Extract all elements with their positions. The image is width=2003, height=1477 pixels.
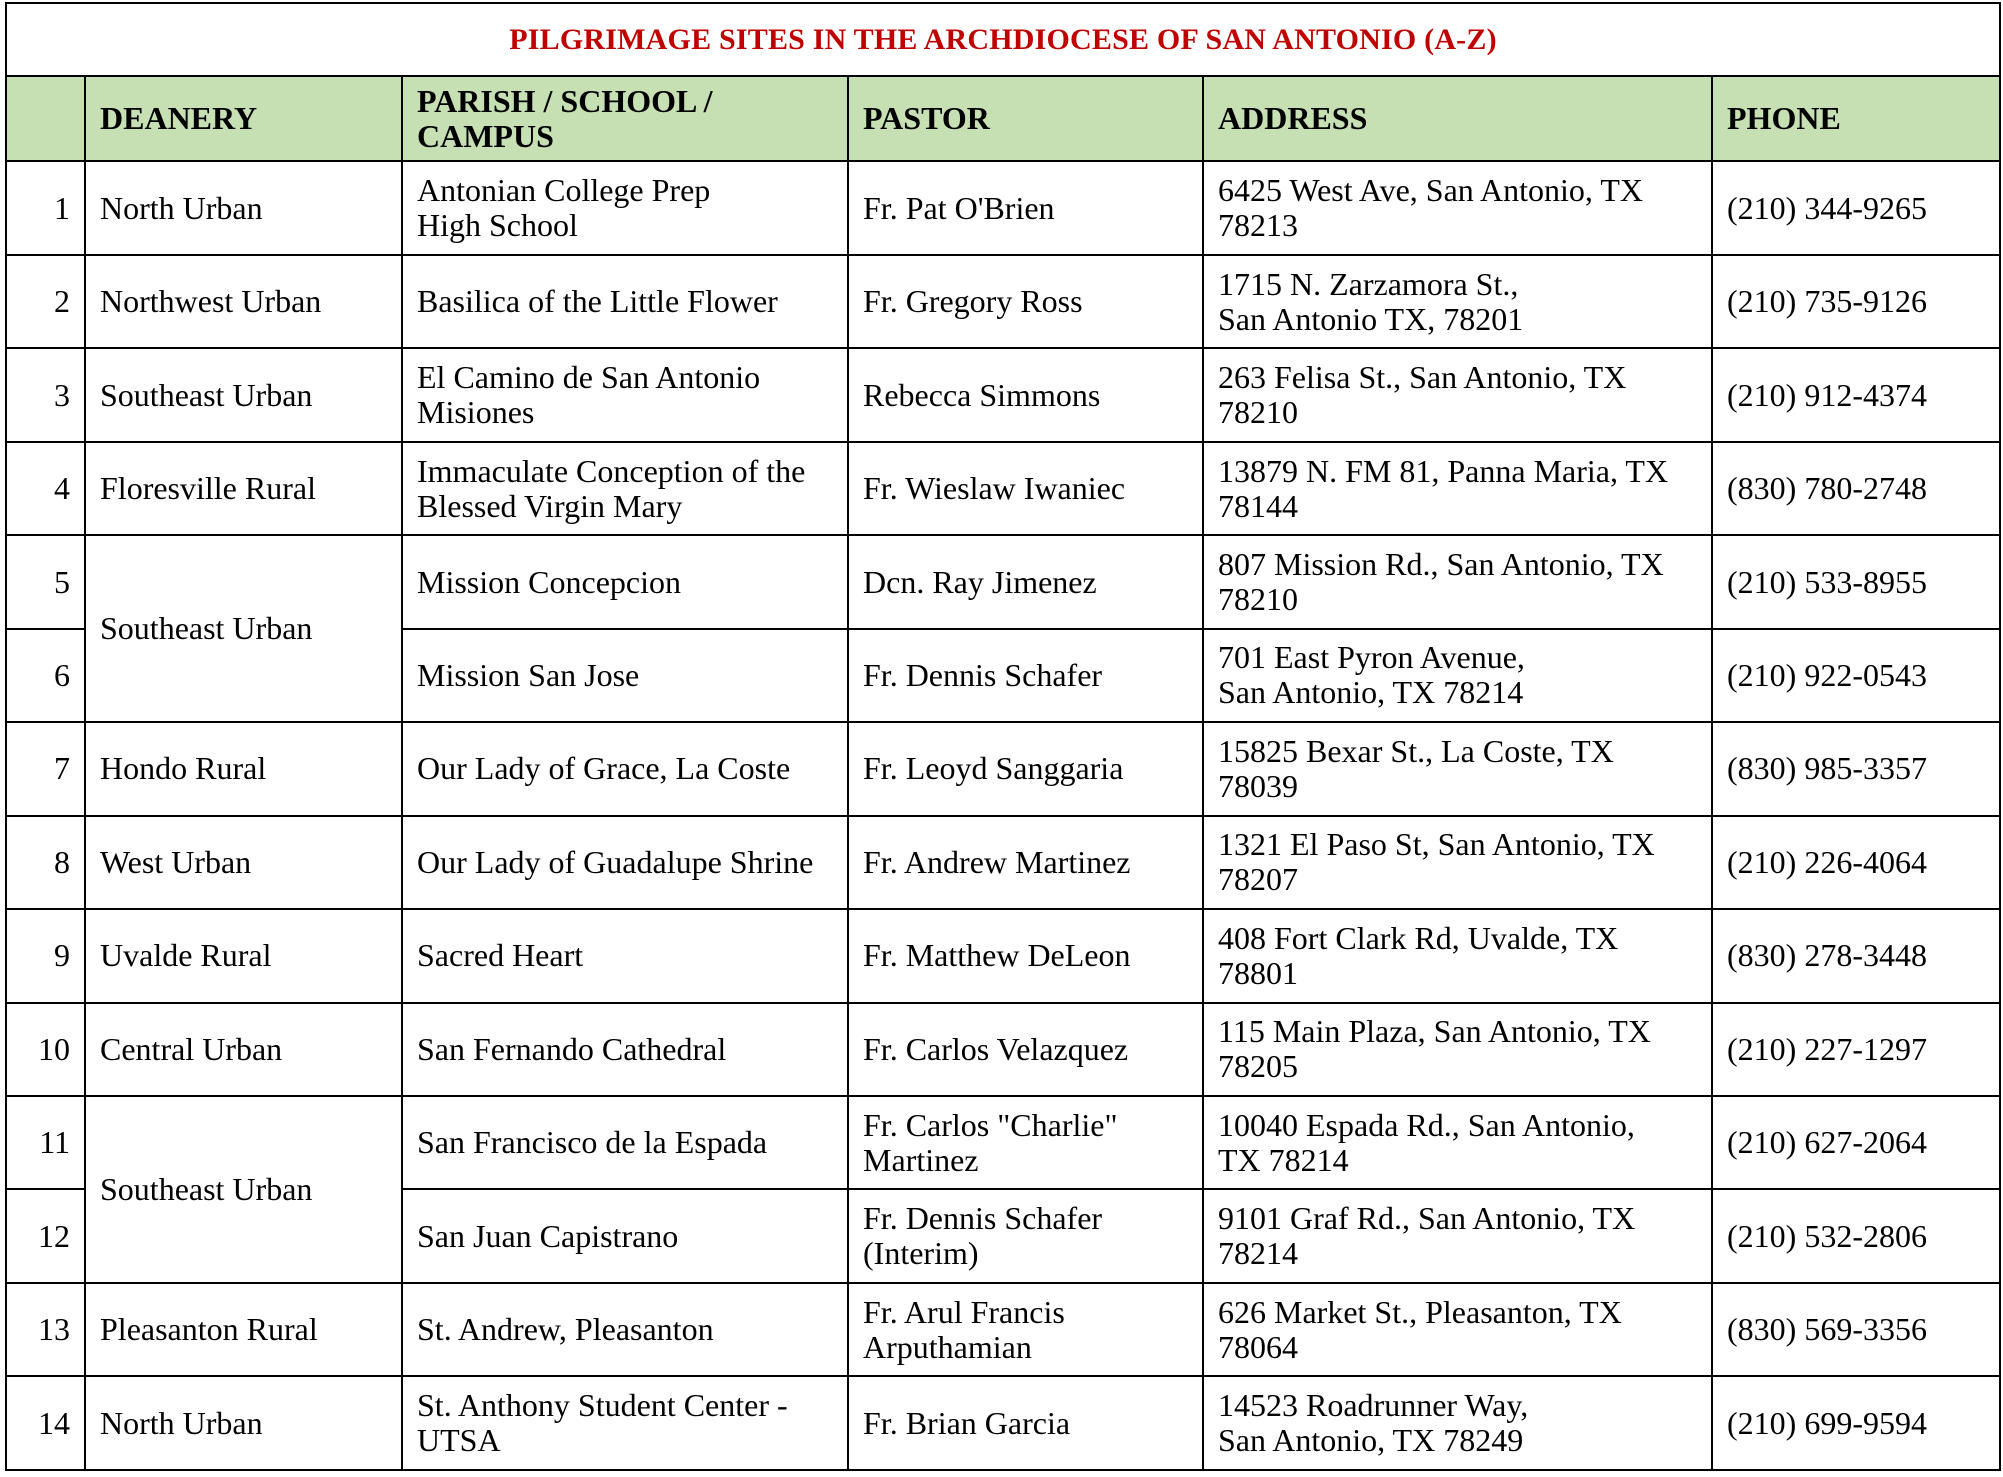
cell-line: 78064: [1218, 1328, 1298, 1365]
phone-cell: (210) 627-2064: [1712, 1096, 2000, 1189]
deanery-cell: Hondo Rural: [85, 722, 402, 815]
cell-line: 263 Felisa St., San Antonio, TX: [1218, 359, 1627, 396]
phone-cell: (210) 226-4064: [1712, 816, 2000, 909]
address-cell: [1203, 1189, 1712, 1282]
row-number: 8: [6, 816, 85, 909]
table-row: [6, 161, 2000, 254]
deanery-cell: Floresville Rural: [85, 442, 402, 535]
address-cell: [1203, 1283, 1712, 1376]
cell-line: Misiones: [417, 394, 535, 431]
table-row: [6, 722, 2000, 815]
cell-line: Fr. Gregory Ross: [863, 283, 1083, 320]
cell-line: Dcn. Ray Jimenez: [863, 563, 1097, 600]
phone-cell: (210) 912-4374: [1712, 348, 2000, 441]
parish-cell: [402, 722, 848, 815]
parish-cell: [402, 909, 848, 1002]
parish-cell: [402, 1003, 848, 1096]
table-row: [6, 255, 2000, 348]
row-number: 2: [6, 255, 85, 348]
parish-cell: [402, 255, 848, 348]
parish-cell: [402, 1096, 848, 1189]
pastor-cell: [848, 909, 1203, 1002]
address-cell: [1203, 629, 1712, 722]
cell-line: 9101 Graf Rd., San Antonio, TX: [1218, 1200, 1636, 1237]
header-row: [6, 76, 2000, 161]
cell-line: 15825 Bexar St., La Coste, TX: [1218, 732, 1614, 769]
cell-line: St. Anthony Student Center -: [417, 1387, 788, 1424]
cell-line: 78205: [1218, 1048, 1298, 1085]
cell-line: Sacred Heart: [417, 937, 584, 974]
row-number: 11: [6, 1096, 85, 1189]
cell-line: San Fernando Cathedral: [417, 1030, 727, 1067]
cell-line: Our Lady of Guadalupe Shrine: [417, 843, 814, 880]
phone-cell: (830) 985-3357: [1712, 722, 2000, 815]
table-row: [6, 1096, 2000, 1189]
cell-line: Martinez: [863, 1141, 979, 1178]
deanery-cell: Uvalde Rural: [85, 909, 402, 1002]
parish-cell: [402, 442, 848, 535]
pastor-cell: [848, 1003, 1203, 1096]
pastor-cell: [848, 722, 1203, 815]
cell-line: 78210: [1218, 394, 1298, 431]
cell-line: Fr. Carlos "Charlie": [863, 1106, 1118, 1143]
cell-line: 115 Main Plaza, San Antonio, TX: [1218, 1013, 1651, 1050]
parish-cell: [402, 629, 848, 722]
phone-cell: (210) 922-0543: [1712, 629, 2000, 722]
row-number: 1: [6, 161, 85, 254]
pastor-cell: [848, 1189, 1203, 1282]
table-row: [6, 535, 2000, 628]
cell-line: 78801: [1218, 954, 1298, 991]
phone-cell: (210) 532-2806: [1712, 1189, 2000, 1282]
parish-cell: [402, 816, 848, 909]
row-number: 10: [6, 1003, 85, 1096]
phone-cell: (830) 780-2748: [1712, 442, 2000, 535]
cell-line: Mission San Jose: [417, 656, 640, 693]
cell-line: Basilica of the Little Flower: [417, 283, 778, 320]
phone-cell: (210) 735-9126: [1712, 255, 2000, 348]
header-address: ADDRESS: [1203, 76, 1712, 161]
cell-line: 14523 Roadrunner Way,: [1218, 1387, 1529, 1424]
cell-line: 701 East Pyron Avenue,: [1218, 639, 1525, 676]
address-cell: [1203, 535, 1712, 628]
address-cell: [1203, 1096, 1712, 1189]
pastor-cell: [848, 1096, 1203, 1189]
cell-line: 13879 N. FM 81, Panna Maria, TX: [1218, 452, 1669, 489]
row-number: 4: [6, 442, 85, 535]
cell-line: 626 Market St., Pleasanton, TX: [1218, 1293, 1622, 1330]
cell-line: 78207: [1218, 861, 1298, 898]
cell-line: San Antonio, TX 78249: [1218, 1422, 1524, 1459]
cell-line: St. Andrew, Pleasanton: [417, 1311, 714, 1348]
cell-line: 78213: [1218, 207, 1298, 244]
pastor-cell: [848, 161, 1203, 254]
row-number: 13: [6, 1283, 85, 1376]
address-cell: [1203, 442, 1712, 535]
deanery-cell: Pleasanton Rural: [85, 1283, 402, 1376]
table-row: [6, 1003, 2000, 1096]
row-number: 12: [6, 1189, 85, 1282]
cell-line: 78039: [1218, 767, 1298, 804]
table-row: [6, 909, 2000, 1002]
cell-line: Fr. Matthew DeLeon: [863, 937, 1131, 974]
cell-line: 78144: [1218, 487, 1298, 524]
table-title: PILGRIMAGE SITES IN THE ARCHDIOCESE OF SAN ANTONIO (A-Z): [6, 3, 2000, 76]
table-row: [6, 442, 2000, 535]
cell-line: Fr. Leoyd Sanggaria: [863, 750, 1124, 787]
cell-line: 10040 Espada Rd., San Antonio,: [1218, 1106, 1635, 1143]
cell-line: UTSA: [417, 1422, 501, 1459]
cell-line: Fr. Carlos Velazquez: [863, 1030, 1129, 1067]
table-row: [6, 816, 2000, 909]
header-phone: PHONE: [1712, 76, 2000, 161]
row-number: 14: [6, 1376, 85, 1470]
cell-line: Arputhamian: [863, 1328, 1032, 1365]
cell-line: San Antonio, TX 78214: [1218, 674, 1524, 711]
cell-line: Fr. Arul Francis: [863, 1293, 1065, 1330]
deanery-cell: West Urban: [85, 816, 402, 909]
row-number: 5: [6, 535, 85, 628]
pastor-cell: [848, 816, 1203, 909]
cell-line: Immaculate Conception of the: [417, 452, 806, 489]
header-deanery: DEANERY: [85, 76, 402, 161]
address-cell: [1203, 909, 1712, 1002]
cell-line: Fr. Andrew Martinez: [863, 843, 1131, 880]
cell-line: 6425 West Ave, San Antonio, TX: [1218, 172, 1643, 209]
address-cell: [1203, 1003, 1712, 1096]
cell-line: Fr. Dennis Schafer: [863, 656, 1103, 693]
cell-line: (Interim): [863, 1235, 979, 1272]
pastor-cell: [848, 1376, 1203, 1470]
deanery-cell: Southeast Urban: [85, 1096, 402, 1283]
cell-line: 78210: [1218, 581, 1298, 617]
deanery-cell: North Urban: [85, 161, 402, 254]
row-number: 3: [6, 348, 85, 441]
address-cell: [1203, 816, 1712, 909]
parish-cell: [402, 348, 848, 441]
parish-cell: [402, 1376, 848, 1470]
table-row: [6, 348, 2000, 441]
phone-cell: (210) 344-9265: [1712, 161, 2000, 254]
pastor-cell: [848, 348, 1203, 441]
parish-cell: [402, 1189, 848, 1282]
header-parish: [402, 76, 848, 161]
deanery-cell: Southeast Urban: [85, 348, 402, 441]
cell-line: Mission Concepcion: [417, 563, 681, 600]
header-pastor: PASTOR: [848, 76, 1203, 161]
address-cell: [1203, 722, 1712, 815]
row-number: 6: [6, 629, 85, 722]
table-row: [6, 1283, 2000, 1376]
header-parish-line: PARISH / SCHOOL /: [417, 82, 713, 119]
phone-cell: (210) 227-1297: [1712, 1003, 2000, 1096]
cell-line: Our Lady of Grace, La Coste: [417, 750, 791, 787]
cell-line: Antonian College Prep: [417, 172, 711, 209]
cell-line: San Antonio TX, 78201: [1218, 300, 1524, 337]
address-cell: [1203, 1376, 1712, 1470]
parish-cell: [402, 535, 848, 628]
cell-line: 807 Mission Rd., San Antonio, TX: [1218, 546, 1664, 582]
deanery-cell: Central Urban: [85, 1003, 402, 1096]
header-num: [6, 76, 85, 161]
parish-cell: [402, 161, 848, 254]
cell-line: San Francisco de la Espada: [417, 1124, 768, 1161]
phone-cell: (830) 569-3356: [1712, 1283, 2000, 1376]
address-cell: [1203, 161, 1712, 254]
cell-line: Fr. Wieslaw Iwaniec: [863, 470, 1126, 507]
header-parish-line: CAMPUS: [417, 117, 554, 154]
pastor-cell: [848, 535, 1203, 628]
deanery-cell: Northwest Urban: [85, 255, 402, 348]
cell-line: High School: [417, 207, 578, 244]
phone-cell: (210) 699-9594: [1712, 1376, 2000, 1470]
cell-line: Blessed Virgin Mary: [417, 487, 683, 524]
parish-cell: [402, 1283, 848, 1376]
phone-cell: (830) 278-3448: [1712, 909, 2000, 1002]
row-number: 9: [6, 909, 85, 1002]
cell-line: Rebecca Simmons: [863, 376, 1101, 413]
cell-line: 408 Fort Clark Rd, Uvalde, TX: [1218, 919, 1619, 956]
pastor-cell: [848, 255, 1203, 348]
cell-line: Fr. Dennis Schafer: [863, 1200, 1103, 1237]
cell-line: Fr. Pat O'Brien: [863, 189, 1055, 226]
cell-line: Fr. Brian Garcia: [863, 1404, 1071, 1441]
cell-line: 1321 El Paso St, San Antonio, TX: [1218, 826, 1655, 863]
address-cell: [1203, 255, 1712, 348]
cell-line: 1715 N. Zarzamora St.,: [1218, 265, 1519, 302]
cell-line: TX 78214: [1218, 1141, 1349, 1178]
pastor-cell: [848, 629, 1203, 722]
cell-line: 78214: [1218, 1235, 1298, 1272]
cell-line: San Juan Capistrano: [417, 1217, 679, 1254]
address-cell: [1203, 348, 1712, 441]
pilgrimage-sites-table: [5, 2, 2001, 1471]
table-row: [6, 1376, 2000, 1470]
deanery-cell: Southeast Urban: [85, 535, 402, 722]
deanery-cell: North Urban: [85, 1376, 402, 1470]
row-number: 7: [6, 722, 85, 815]
cell-line: El Camino de San Antonio: [417, 359, 761, 396]
pastor-cell: [848, 1283, 1203, 1376]
phone-cell: (210) 533-8955: [1712, 535, 2000, 628]
pastor-cell: [848, 442, 1203, 535]
